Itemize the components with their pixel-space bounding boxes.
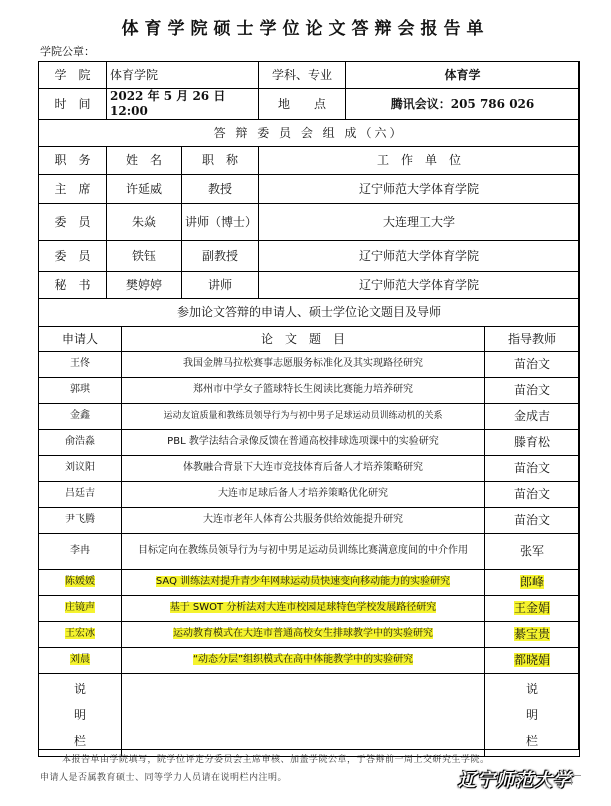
applicants-col-topic: 论 文 题 目 bbox=[122, 327, 485, 352]
table-row bbox=[39, 648, 580, 674]
advisor-name: 苗治文 bbox=[485, 378, 580, 404]
committee-role: 主 席 bbox=[39, 175, 107, 204]
table-row bbox=[39, 352, 580, 378]
table-row bbox=[39, 430, 580, 456]
thesis-topic: 大连市足球后备人才培养策略优化研究 bbox=[122, 482, 485, 508]
table-row bbox=[39, 456, 580, 482]
thesis-topic: 目标定向在教练员领导行为与初中男足运动员训练比赛满意度间的中介作用 bbox=[122, 534, 485, 570]
thesis-topic: 体教融合背景下大连市竞技体育后备人才培养策略研究 bbox=[122, 456, 485, 482]
committee-unit: 大连理工大学 bbox=[259, 204, 580, 241]
committee-col-role: 职 务 bbox=[39, 147, 107, 175]
committee-name: 朱焱 bbox=[107, 204, 182, 241]
advisor-name: 苗治文 bbox=[485, 482, 580, 508]
applicant-name: 刘议阳 bbox=[39, 456, 122, 482]
applicant-name: 王宏冰 bbox=[65, 628, 95, 640]
applicant-name: 刘晨 bbox=[70, 654, 90, 666]
table-row bbox=[39, 404, 580, 430]
thesis-topic: 郑州市中学女子篮球特长生阅读比赛能力培养研究 bbox=[122, 378, 485, 404]
applicant-name: 庄镜声 bbox=[65, 602, 95, 614]
advisor-name: 郎峰 bbox=[520, 575, 545, 589]
major-label: 学科、专业 bbox=[259, 62, 346, 89]
footer-note-2: 申请人是否属教育硕士、同等学力人员请在说明栏内注明。 bbox=[40, 773, 288, 783]
committee-table bbox=[38, 119, 580, 299]
table-row bbox=[39, 570, 580, 596]
committee-name: 铁钰 bbox=[107, 241, 182, 272]
thesis-topic: 运动友谊质量和教练员领导行为与初中男子足球运动员训练动机的关系 bbox=[122, 404, 485, 430]
applicants-table bbox=[38, 298, 580, 757]
thesis-topic: “动态分层”组织模式在高中体能教学中的实验研究 bbox=[192, 654, 414, 666]
table-row bbox=[39, 596, 580, 622]
notes-label-right: 说 明 栏 bbox=[485, 674, 580, 757]
advisor-name: 苗治文 bbox=[485, 508, 580, 534]
thesis-topic: 运动教育模式在大连市普通高校女生排球教学中的实验研究 bbox=[173, 628, 433, 640]
report-form bbox=[38, 61, 579, 750]
committee-col-title: 职 称 bbox=[182, 147, 259, 175]
applicant-name: 俞浩淼 bbox=[39, 430, 122, 456]
committee-title: 副教授 bbox=[182, 241, 259, 272]
committee-col-unit: 工 作 单 位 bbox=[259, 147, 580, 175]
advisor-name: 綦宝贵 bbox=[514, 627, 551, 641]
applicant-name: 王佟 bbox=[39, 352, 122, 378]
applicant-name: 李冉 bbox=[39, 534, 122, 570]
advisor-name: 苗治文 bbox=[485, 352, 580, 378]
committee-unit: 辽宁师范大学体育学院 bbox=[259, 241, 580, 272]
advisor-name: 苗治文 bbox=[485, 456, 580, 482]
place-value: 腾讯会议：205 786 026 bbox=[346, 89, 580, 120]
committee-col-name: 姓 名 bbox=[107, 147, 182, 175]
seal-label: 学院公章： bbox=[40, 45, 95, 58]
college-value: 体育学院 bbox=[107, 62, 259, 89]
info-table bbox=[38, 61, 580, 120]
notes-label: 说 明 栏 bbox=[39, 674, 122, 757]
committee-name: 樊婷婷 bbox=[107, 272, 182, 299]
advisor-name: 滕育松 bbox=[485, 430, 580, 456]
applicant-name: 吕廷吉 bbox=[39, 482, 122, 508]
applicant-name: 郭琪 bbox=[39, 378, 122, 404]
college-label: 学 院 bbox=[39, 62, 107, 89]
applicants-header: 参加论文答辩的申请人、硕士学位论文题目及导师 bbox=[39, 299, 580, 327]
thesis-topic: 大连市老年人体育公共服务供给效能提升研究 bbox=[122, 508, 485, 534]
committee-role: 委 员 bbox=[39, 204, 107, 241]
notes-row bbox=[39, 674, 580, 757]
major-value: 体育学 bbox=[346, 62, 580, 89]
applicants-col-applicant: 申请人 bbox=[39, 327, 122, 352]
committee-name: 许延威 bbox=[107, 175, 182, 204]
table-row bbox=[39, 482, 580, 508]
university-watermark: 辽宁师范大学 bbox=[458, 770, 572, 791]
table-row bbox=[39, 622, 580, 648]
time-value: 2022 年 5 月 26 日 12:00 bbox=[107, 89, 259, 120]
committee-unit: 辽宁师范大学体育学院 bbox=[259, 175, 580, 204]
advisor-name: 都晓娟 bbox=[514, 653, 551, 667]
document-title: 体育学院硕士学位论文答辩会报告单 bbox=[121, 19, 490, 39]
place-label: 地 点 bbox=[259, 89, 346, 120]
thesis-topic: PBL 教学法结合录像反馈在普通高校排球选项课中的实验研究 bbox=[122, 430, 485, 456]
applicants-col-advisor: 指导教师 bbox=[485, 327, 580, 352]
table-row bbox=[39, 378, 580, 404]
thesis-topic: 我国金牌马拉松赛事志愿服务标准化及其实现路径研究 bbox=[122, 352, 485, 378]
thesis-topic: SAQ 训练法对提升青少年网球运动员快速变向移动能力的实验研究 bbox=[155, 576, 451, 588]
applicant-name: 尹飞腾 bbox=[39, 508, 122, 534]
advisor-name: 金成吉 bbox=[485, 404, 580, 430]
applicant-name: 金鑫 bbox=[39, 404, 122, 430]
committee-title: 教授 bbox=[182, 175, 259, 204]
thesis-topic: 基于 SWOT 分析法对大连市校园足球特色学校发展路径研究 bbox=[169, 602, 437, 614]
advisor-name: 王金娟 bbox=[514, 601, 551, 615]
committee-title: 讲师（博士） bbox=[182, 204, 259, 241]
committee-unit: 辽宁师范大学体育学院 bbox=[259, 272, 580, 299]
table-row bbox=[39, 508, 580, 534]
committee-title: 讲师 bbox=[182, 272, 259, 299]
advisor-name: 张军 bbox=[485, 534, 580, 570]
committee-role: 秘 书 bbox=[39, 272, 107, 299]
page-corner-mark bbox=[571, 775, 581, 785]
applicant-name: 陈媛媛 bbox=[65, 576, 95, 588]
table-row bbox=[39, 534, 580, 570]
footer-note: 本报告单由学院填写，院学位评定分委员会主席审核、加盖学院公章，于答辩前一周上交研究生学院。 bbox=[62, 755, 490, 765]
committee-header: 答 辩 委 员 会 组 成（六） bbox=[39, 120, 580, 147]
time-label: 时 间 bbox=[39, 89, 107, 120]
committee-role: 委 员 bbox=[39, 241, 107, 272]
notes-content[interactable] bbox=[122, 674, 485, 757]
